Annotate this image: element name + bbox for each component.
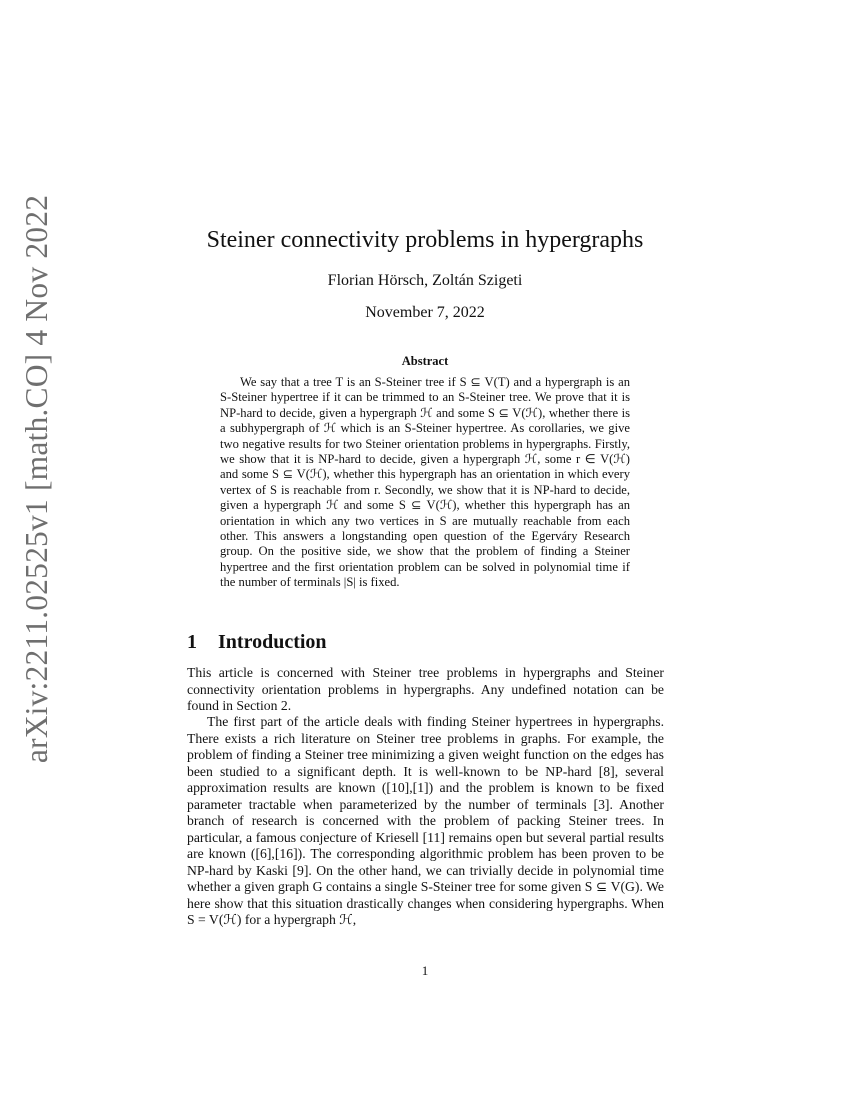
section-title: Introduction bbox=[218, 631, 327, 653]
paper-title: Steiner connectivity problems in hypergraphs bbox=[206, 227, 644, 253]
arxiv-identifier-text: arXiv:2211.02525v1 [math.CO] 4 Nov 2022 bbox=[19, 194, 55, 764]
section-heading bbox=[187, 628, 327, 656]
page-number: 1 bbox=[421, 963, 429, 978]
paper-date: November 7, 2022 bbox=[365, 304, 485, 321]
intro-paragraph-1: This article is concerned with Steiner tree problems in hypergraphs and Steiner connectivity orientation problems in hypergraphs. Any undefined notation can be found in Section 2. bbox=[187, 665, 664, 713]
arxiv-identifier-stamp bbox=[19, 194, 55, 764]
section-number: 1 bbox=[187, 631, 197, 653]
abstract-body: We say that a tree T is an S-Steiner tree if S ⊆ V(T) and a hypergraph is an S-Steiner hypertree if it can be trimmed to an S-Steiner tree. We prove that it is NP-hard to decide, given a hypergraph ℋ and some S ⊆ V(ℋ), whether there is a subhypergraph of ℋ which is an S-Steiner hypertree. As corollaries, we give two negative results for two Steiner orientation problems in hypergraphs. Firstly, we show that it is NP-hard to decide, given a hypergraph ℋ, some r ∈ V(ℋ) and some S ⊆ V(ℋ), whether this hypergraph has an orientation in which every vertex of S is reachable from r. Secondly, we show that it is NP-hard to decide, given a hypergraph ℋ and some S ⊆ V(ℋ), whether this hypergraph has an orientation in which any two vertices in S are mutually reachable from each other. This answers a longstanding open question of the Egerváry Research group. On the positive side, we show that the problem of finding a Steiner hypertree and the first orientation problem can be solved in polynomial time if the number of terminals |S| is fixed. bbox=[220, 375, 630, 590]
abstract-heading: Abstract bbox=[401, 354, 449, 368]
intro-paragraph-2: The first part of the article deals with finding Steiner hypertrees in hypergraphs. There exists a rich literature on Steiner tree problems in graphs. For example, the problem of finding a Steiner tree minimizing a given weight function on the edges has been studied to a significant depth. It is well-known to be NP-hard [8], several approximation results are known ([10],[1]) and the problem is known to be fixed parameter tractable when parameterized by the number of terminals [3]. Another branch of research is concerned with the problem of packing Steiner trees. In particular, a famous conjecture of Kriesell [11] remains open but several partial results are known ([6],[16]). The corresponding algorithmic problem has been proven to be NP-hard by Kaski [9]. On the other hand, we can trivially decide in polynomial time whether a given graph G contains a single S-Steiner tree for some given S ⊆ V(G). We here show that this situation drastically changes when considering hypergraphs. When S = V(ℋ) for a hypergraph ℋ, bbox=[187, 714, 664, 927]
paper-authors: Florian Hörsch, Zoltán Szigeti bbox=[327, 272, 523, 289]
